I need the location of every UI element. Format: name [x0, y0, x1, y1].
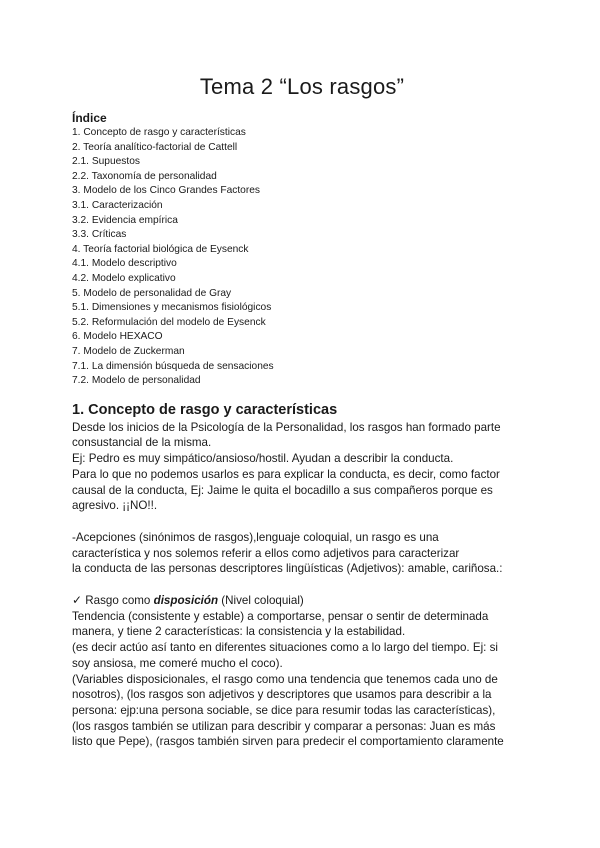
- paragraph-tendencia: [72, 609, 532, 750]
- toc-item: 3.1. Caracterización: [72, 199, 163, 211]
- toc-item: 3.2. Evidencia empírica: [72, 214, 178, 226]
- text-line: la conducta de las personas descriptores lingüísticas (Adjetivos): amable, cariñosa.:: [72, 562, 503, 576]
- checkmark-icon: ✓: [72, 593, 83, 608]
- spacer: [72, 514, 532, 530]
- text-line: -Acepciones (sinónimos de rasgos),lenguaje coloquial, un rasgo es una: [72, 530, 439, 544]
- text-line: soy ansiosa, me comeré mucho el coco).: [72, 656, 283, 670]
- text-line: listo que Pepe), (rasgos también sirven para predecir el comportamiento claramente: [72, 735, 504, 749]
- toc-item: 4.1. Modelo descriptivo: [72, 258, 177, 270]
- text-line: (los rasgos también se utilizan para describir y comparar a personas: Juan es más: [72, 719, 496, 733]
- text-line: Ej: Pedro es muy simpático/ansioso/hostil. Ayudan a describir la conducta.: [72, 452, 454, 466]
- disposition-prefix: Rasgo como: [85, 594, 151, 608]
- disposition-keyword: disposición: [153, 594, 219, 608]
- toc-item: 3.3. Críticas: [72, 229, 127, 241]
- text-line: característica y nos solemos referir a ellos como adjetivos para caracterizar: [72, 546, 460, 560]
- toc-item: 4. Teoría factorial biológica de Eysenck: [72, 243, 249, 255]
- toc-item: 6. Modelo HEXACO: [72, 331, 163, 343]
- disposition-suffix: (Nivel coloquial): [221, 594, 304, 608]
- table-of-contents: [72, 126, 532, 389]
- text-line: causal de la conducta, Ej: Jaime le quita el bocadillo a sus compañeros porque es: [72, 483, 493, 497]
- toc-item: 2. Teoría analítico-factorial de Cattell: [72, 141, 238, 153]
- section-heading: 1. Concepto de rasgo y características: [72, 401, 338, 418]
- disposition-line: [72, 593, 532, 609]
- text-line: manera, y tiene 2 características: la consistencia y la estabilidad.: [72, 625, 406, 639]
- text-line: Desde los inicios de la Psicología de la Personalidad, los rasgos han formado parte: [72, 420, 501, 434]
- index-heading: Índice: [72, 111, 107, 125]
- toc-item: 5.1. Dimensiones y mecanismos fisiológicos: [72, 302, 272, 314]
- text-line: nosotros), (los rasgos son adjetivos y descriptores que usamos para describir a la: [72, 688, 492, 702]
- text-line: (es decir actúo así tanto en diferentes situaciones como a lo largo del tiempo. Ej: si: [72, 641, 498, 655]
- text-line: consustancial de la misma.: [72, 436, 212, 450]
- text-line: Para lo que no podemos usarlos es para explicar la conducta, es decir, como factor: [72, 467, 500, 481]
- text-line: agresivo. ¡¡NO!!.: [72, 499, 158, 513]
- toc-item: 5.2. Reformulación del modelo de Eysenck: [72, 316, 266, 328]
- toc-item: 1. Concepto de rasgo y características: [72, 127, 246, 138]
- paragraph-definition: [72, 420, 532, 514]
- toc-item: 3. Modelo de los Cinco Grandes Factores: [72, 185, 260, 197]
- text-line: Tendencia (consistente y estable) a comportarse, pensar o sentir de determinada: [72, 609, 489, 623]
- toc-item: 2.2. Taxonomía de personalidad: [72, 170, 217, 182]
- document-page: [72, 74, 532, 750]
- page-title: Tema 2 “Los rasgos”: [199, 74, 405, 99]
- text-line: (Variables disposicionales, el rasgo como una tendencia que tenemos cada uno de: [72, 672, 498, 686]
- paragraph-acepciones: [72, 530, 532, 577]
- toc-item: 7.1. La dimensión búsqueda de sensaciones: [72, 360, 274, 372]
- toc-item: 7.2. Modelo de personalidad: [72, 375, 201, 387]
- toc-item: 2.1. Supuestos: [72, 156, 140, 168]
- spacer: [72, 577, 532, 593]
- toc-item: 7. Modelo de Zuckerman: [72, 345, 185, 357]
- toc-item: 4.2. Modelo explicativo: [72, 272, 176, 284]
- text-line: persona: ejp:una persona sociable, se dice para resumir todas las características),: [72, 703, 496, 717]
- toc-item: 5. Modelo de personalidad de Gray: [72, 287, 232, 299]
